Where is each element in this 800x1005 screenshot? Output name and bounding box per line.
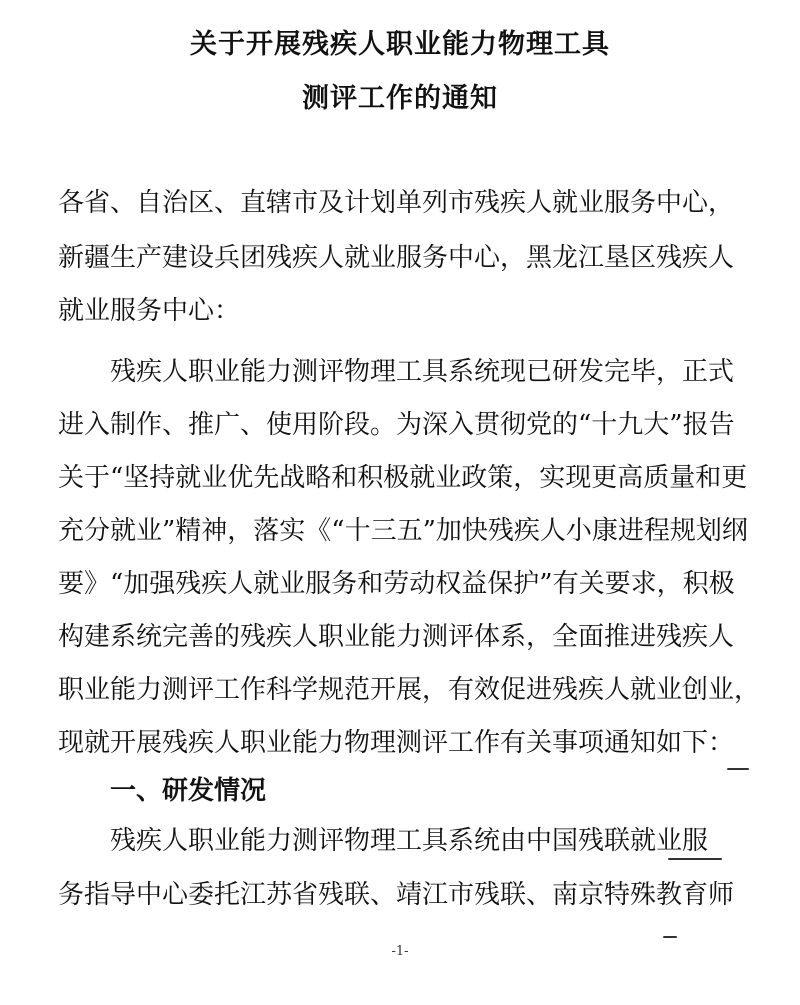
body-line: 现就开展残疾人职业能力物理测评工作有关事项通知如下：: [58, 728, 735, 758]
pen-mark: [663, 936, 677, 938]
body-line: 充分就业”精神，落实《“十三五”加快残疾人小康进程规划纲: [58, 516, 748, 546]
body-line: 关于“坚持就业优先战略和积极就业政策，实现更高质量和更: [58, 463, 748, 493]
section-heading: 一、研发情况: [110, 776, 267, 806]
addressee-line: 新疆生产建设兵团残疾人就业服务中心，黑龙江垦区残疾人: [58, 243, 735, 273]
page-number: -1-: [391, 944, 409, 959]
document-title-line-1: 关于开展残疾人职业能力物理工具: [190, 29, 610, 60]
body-line: 进入制作、推广、使用阶段。为深入贯彻党的“十九大”报告: [58, 410, 735, 440]
document-title-line-2: 测评工作的通知: [302, 83, 498, 114]
addressee-line: 就业服务中心：: [58, 296, 241, 326]
addressee-line: 各省、自治区、直辖市及计划单列市残疾人就业服务中心，: [58, 188, 735, 218]
body-line: 残疾人职业能力测评物理工具系统由中国残联就业服: [110, 826, 709, 856]
body-line: 要》“加强残疾人就业服务和劳动权益保护”有关要求，积极: [58, 569, 735, 599]
body-line: 务指导中心委托江苏省残联、靖江市残联、南京特殊教育师: [58, 880, 735, 910]
body-line: 职业能力测评工作科学规范开展，有效促进残疾人就业创业，: [58, 675, 761, 705]
pen-underline: [668, 858, 722, 860]
pen-mark: [727, 768, 749, 770]
body-line: 残疾人职业能力测评物理工具系统现已研发完毕，正式: [110, 357, 735, 387]
body-line: 构建系统完善的残疾人职业能力测评体系，全面推进残疾人: [58, 622, 735, 652]
